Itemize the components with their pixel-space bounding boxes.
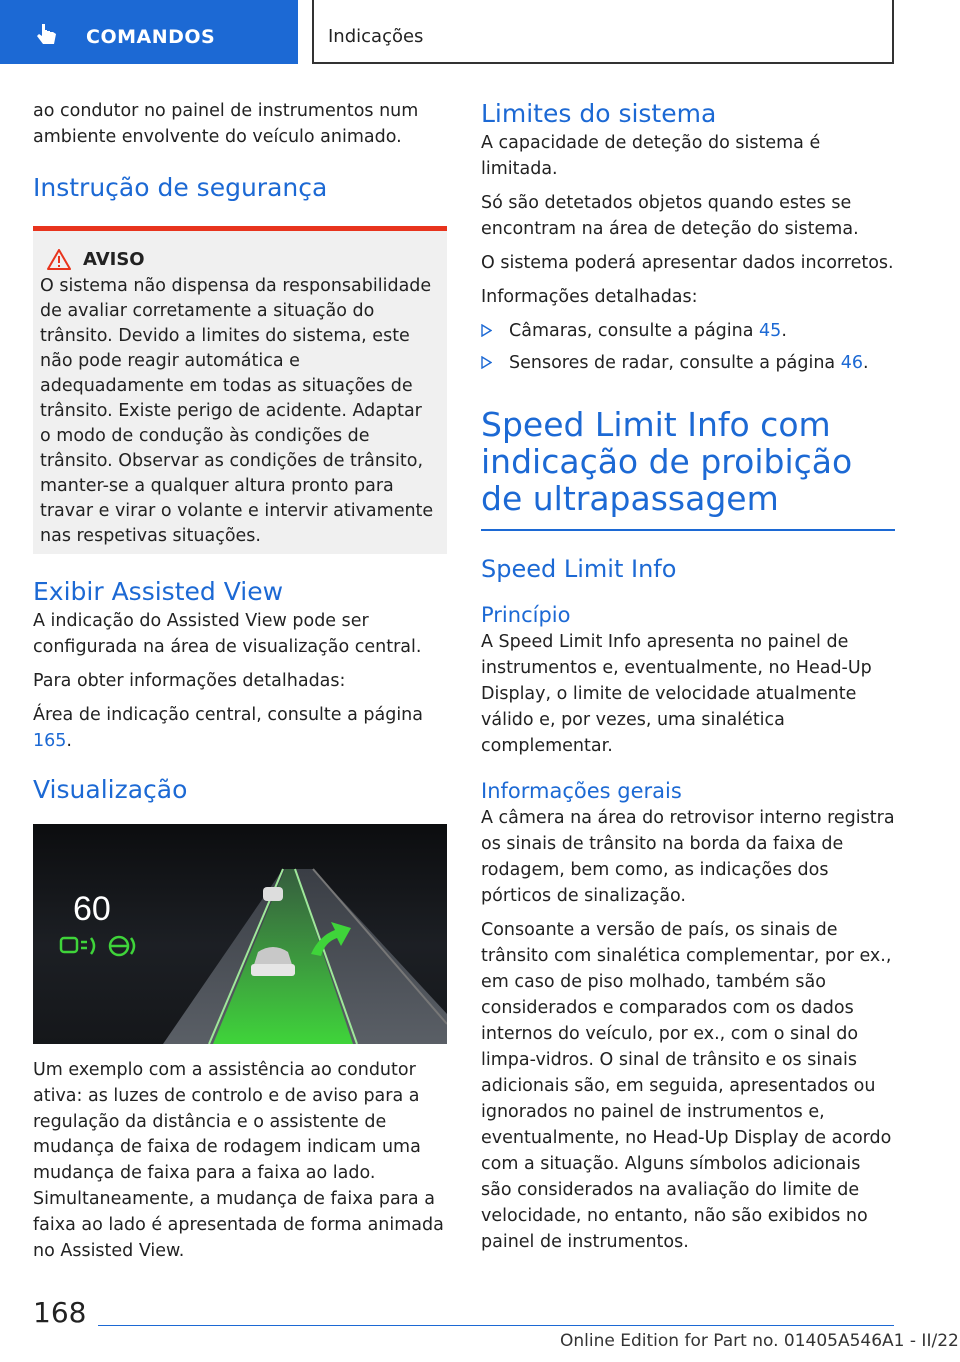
bullet-arrow-icon (481, 324, 492, 337)
right-column (481, 98, 895, 1263)
footer-rule (98, 1325, 894, 1326)
general-paragraph-1: A câmera na área do retrovisor interno registra os sinais de trânsito na borda da faixa de rodagem, bem como, as indicações dos pórticos de sinalização. (481, 808, 895, 906)
distance-control-icon (61, 938, 94, 954)
assisted-paragraph-3: Área de indicação central, consulte a página 165. (33, 705, 423, 751)
assisted-paragraph-2: Para obter informações detalhadas: (33, 671, 346, 691)
hand-pointer-icon (36, 22, 58, 46)
edition-note: Online Edition for Part no. 01405A546A1 - II/22 (560, 1331, 959, 1351)
main-heading: Speed Limit Info com indicação de proibição de ultrapassagem (481, 405, 853, 518)
lead-vehicle (263, 887, 283, 901)
warning-text: O sistema não dispensa da responsabilidade de avaliar corretamente a situação do trânsito. Devido a limites do sistema, este não pode reagir automática e adequadamente em todas as situações de trânsito. Existe perigo de acidente. Adaptar o modo de condução às condições de trânsito. Observar as condições de trânsito, manter-se a qualquer altura pronto para travar e virar o volante e intervir ativamente nas respetivas situações. (40, 276, 434, 546)
page-number: 168 (33, 1296, 87, 1329)
general-paragraph-2: Consoante a versão de país, os sinais de trânsito com sinalética complementar, por ex., em caso de piso molhado, também são considerados e comparados com os dados internos do veículo, por ex., com o sinal do limpa-vidros. O sinal de trânsito e os sinais adicionais são, em seguida, apresentados ou ignorados no painel de instrumentos e, eventualmente, no Head-Up Display de acordo com a situação. Alguns símbolos adicionais são considerados na avaliação do limite de velocidade, no entanto, não são exibidos no painel de instrumentos. (481, 920, 892, 1252)
left-column (33, 98, 447, 1272)
section-tab[interactable] (0, 0, 298, 64)
section-label: COMANDOS (86, 26, 216, 48)
visualization-heading: Visualização (33, 775, 188, 804)
page-link-165[interactable]: 165 (33, 731, 67, 751)
figure-caption: Um exemplo com a assistência ao condutor ativa: as luzes de controlo e de aviso para a regulação da distância e o assistente de mudança de faixa de rodagem indicam uma mudança de faixa para a faixa ao lado. Simultaneamente, a mudança de faixa para a faixa ao lado é apresentada de forma animada no Assisted View. (33, 1060, 444, 1261)
speed-readout: 60 (73, 890, 111, 928)
intro-paragraph: ao condutor no painel de instrumentos num ambiente envolvente do veículo animado. (33, 101, 419, 147)
assisted-view-heading: Exibir Assisted View (33, 577, 284, 606)
warning-triangle-icon (47, 249, 71, 270)
list-item: Câmaras, consulte a página 45. (481, 318, 895, 344)
limits-paragraph-4: Informações detalhadas: (481, 287, 698, 307)
speed-limit-info-heading: Speed Limit Info (481, 555, 677, 583)
limits-paragraph-2: Só são detetados objetos quando estes se encontram na área de deteção do sistema. (481, 193, 859, 239)
bullet-arrow-icon (481, 356, 492, 369)
page-link-45[interactable]: 45 (759, 321, 782, 341)
general-info-heading: Informações gerais (481, 779, 682, 803)
heading-divider (481, 529, 895, 531)
safety-heading: Instrução de segurança (33, 173, 328, 202)
warning-box (33, 226, 447, 554)
page-link-46[interactable]: 46 (840, 353, 863, 373)
bullet-text: Câmaras, consulte a página (509, 321, 760, 341)
principle-heading: Princípio (481, 603, 571, 627)
limits-paragraph-3: O sistema poderá apresentar dados incorretos. (481, 253, 894, 273)
reference-text: Área de indicação central, consulte a página (33, 705, 423, 725)
assisted-paragraph-1: A indicação do Assisted View pode ser configurada na área de visualização central. (33, 611, 422, 657)
warning-title: AVISO (83, 249, 145, 270)
assisted-view-figure (33, 824, 447, 1044)
principle-paragraph: A Speed Limit Info apresenta no painel de instrumentos e, eventualmente, no Head-Up Display, o limite de velocidade atualmente válido e, por vezes, uma sinalética complementar. (481, 632, 872, 756)
chapter-header (312, 0, 894, 64)
assisted-view-illustration (33, 824, 447, 1044)
list-item: Sensores de radar, consulte a página 46. (481, 350, 895, 376)
reference-list (481, 318, 895, 376)
limits-paragraph-1: A capacidade de deteção do sistema é limitada. (481, 133, 821, 179)
steering-assist-icon (110, 937, 134, 955)
chapter-title: Indicações (328, 26, 424, 47)
bullet-text: Sensores de radar, consulte a página (509, 353, 841, 373)
limits-heading: Limites do sistema (481, 99, 717, 128)
